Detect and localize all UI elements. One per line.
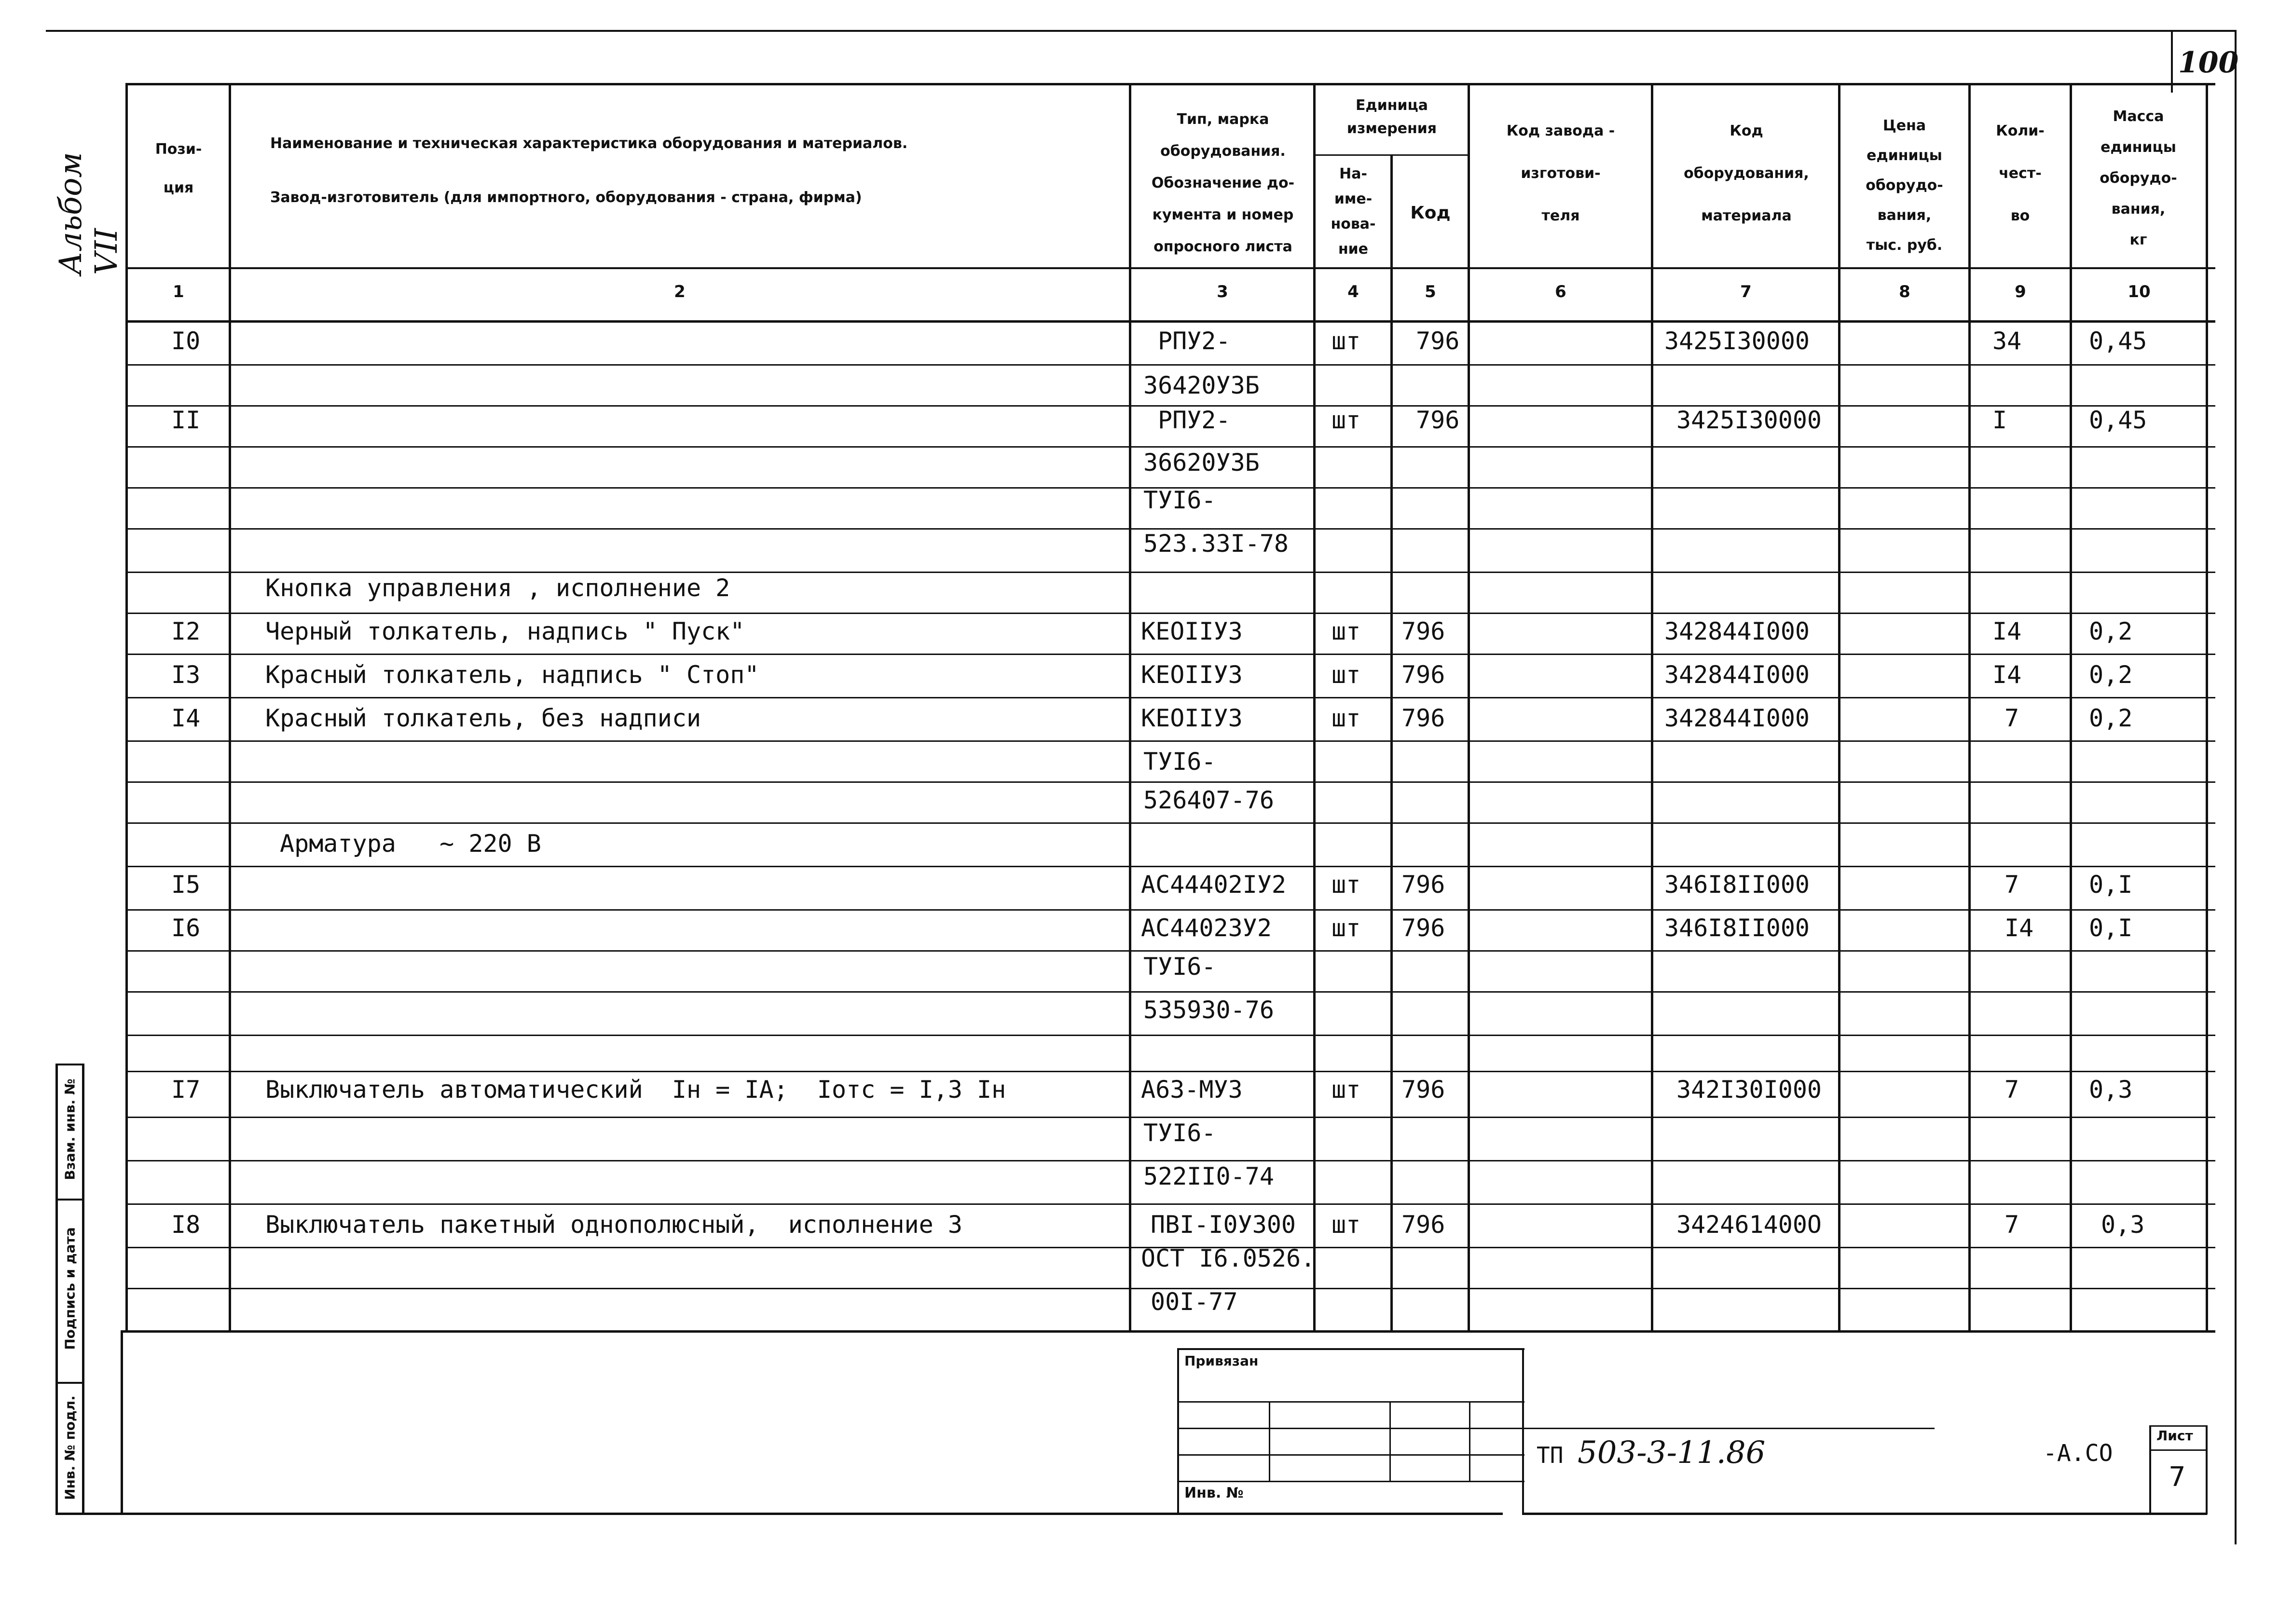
col-number-2: 2: [674, 282, 686, 301]
header-type: Тип, марка оборудования. Обозначение до- кумента и номер опросного листа: [1151, 111, 1295, 255]
cell-mass: 0,I: [2089, 871, 2133, 899]
cell-name: Арматура ~ 220 В: [280, 830, 541, 858]
cell-equip: 342844I000: [1664, 661, 1810, 689]
cell-name: Черный толкатель, надпись " Пуск": [265, 617, 745, 645]
col-number-5: 5: [1425, 282, 1436, 301]
cell-pos: I5: [171, 871, 201, 899]
cell-code: 796: [1401, 914, 1445, 942]
cell-type: ТУI6-: [1143, 486, 1216, 514]
cell-pos: I4: [171, 704, 201, 732]
cell-pos: I6: [171, 914, 201, 942]
cell-equip: 342844I000: [1664, 704, 1810, 732]
cell-unit: шт: [1332, 1211, 1361, 1239]
cell-qty: 7: [2004, 871, 2019, 899]
cell-unit: шт: [1332, 406, 1361, 434]
cell-unit: шт: [1332, 871, 1361, 899]
stamp-vzam: Взам. инв. №: [62, 1078, 78, 1180]
cell-mass: 0,2: [2089, 704, 2133, 732]
doc-prefix: ТП: [1537, 1442, 1564, 1468]
cell-qty: I4: [1992, 617, 2022, 645]
stamp-podpis: Подпись и дата: [62, 1227, 78, 1350]
cell-code: 796: [1401, 704, 1445, 732]
stamp-inv-podl: Инв. № подл.: [62, 1395, 78, 1500]
header-equip-code: Код оборудования, материала: [1684, 123, 1809, 224]
header-unit: Единица измерения: [1346, 97, 1437, 137]
cell-unit: шт: [1332, 327, 1361, 355]
cell-mass: 0,2: [2089, 661, 2133, 689]
header-name: Наименование и техническая характеристика оборудования и материалов. Завод-изготовитель (для импортного, оборудования - страна, фирма): [270, 135, 908, 206]
cell-type: 526407-76: [1143, 786, 1274, 814]
cell-unit: шт: [1332, 704, 1361, 732]
cell-qty: I4: [1992, 661, 2022, 689]
cell-type: А63-МУ3: [1141, 1076, 1243, 1104]
cell-unit: шт: [1332, 914, 1361, 942]
cell-pos: I2: [171, 617, 201, 645]
cell-mass: 0,45: [2089, 327, 2147, 355]
album-label: Альбом VII: [53, 152, 124, 275]
cell-name: Кнопка управления , исполнение 2: [265, 574, 730, 602]
cell-name: Красный толкатель, без надписи: [265, 704, 701, 732]
cell-qty: 34: [1992, 327, 2022, 355]
cell-type: 36620У3Б: [1143, 449, 1260, 477]
cell-type: КЕОIIУ3: [1141, 661, 1243, 689]
list-number: 7: [2169, 1461, 2186, 1493]
cell-type: 00I-77: [1151, 1288, 1238, 1316]
cell-code: 796: [1401, 661, 1445, 689]
cell-pos: I8: [171, 1211, 201, 1239]
cell-qty: 7: [2004, 1211, 2019, 1239]
cell-equip: 346I8II000: [1664, 914, 1810, 942]
cell-type: 522II0-74: [1143, 1162, 1274, 1190]
cell-qty: I: [1992, 406, 2007, 434]
cell-mass: 0,I: [2089, 914, 2133, 942]
cell-code: 796: [1401, 871, 1445, 899]
header-unit-code: Код: [1410, 203, 1451, 223]
cell-type: ТУI6-: [1143, 953, 1216, 981]
privyazan-label: Привязан: [1184, 1353, 1259, 1369]
cell-mass: 0,45: [2089, 406, 2147, 434]
cell-type: РПУ2-: [1158, 406, 1231, 434]
cell-unit: шт: [1332, 661, 1361, 689]
cell-code: 796: [1401, 617, 1445, 645]
cell-pos: II: [171, 406, 201, 434]
col-number-3: 3: [1217, 282, 1228, 301]
col-number-7: 7: [1740, 282, 1752, 301]
cell-type: 36420У3Б: [1143, 371, 1260, 399]
cell-code: 796: [1401, 1211, 1445, 1239]
header-unit-name: На- име- нова- ние: [1331, 165, 1376, 258]
doc-code: 503-3-11.86: [1578, 1435, 1766, 1471]
col-number-4: 4: [1347, 282, 1359, 301]
cell-type: ОСТ I6.0526.: [1141, 1244, 1316, 1272]
header-qty: Коли- чест- во: [1996, 123, 2045, 224]
cell-type: ТУI6-: [1143, 1119, 1216, 1147]
col-number-1: 1: [173, 282, 184, 301]
cell-name: Выключатель пакетный однополюсный, исполнение 3: [265, 1211, 962, 1239]
doc-suffix: -А.СО: [2043, 1440, 2113, 1467]
cell-type: КЕОIIУ3: [1141, 617, 1243, 645]
cell-pos: I0: [171, 327, 201, 355]
cell-unit: шт: [1332, 617, 1361, 645]
cell-code: 796: [1416, 406, 1460, 434]
cell-code: 796: [1401, 1076, 1445, 1104]
cell-equip: 346I8II000: [1664, 871, 1810, 899]
cell-pos: I7: [171, 1076, 201, 1104]
cell-mass: 0,3: [2101, 1211, 2145, 1239]
col-number-9: 9: [2015, 282, 2026, 301]
inv-no-label: Инв. №: [1184, 1485, 1244, 1501]
cell-name: Красный толкатель, надпись " Стоп": [265, 661, 759, 689]
cell-mass: 0,2: [2089, 617, 2133, 645]
col-number-6: 6: [1555, 282, 1566, 301]
cell-equip: 3425I30000: [1664, 327, 1810, 355]
list-label: Лист: [2156, 1428, 2193, 1444]
sheet-corner-number: 100: [2178, 46, 2239, 80]
cell-code: 796: [1416, 327, 1460, 355]
cell-qty: I4: [2004, 914, 2034, 942]
cell-type: АС44023У2: [1141, 914, 1272, 942]
top-rule: [46, 30, 2236, 32]
header-plant-code: Код завода - изготови- теля: [1506, 123, 1615, 224]
header-mass: Масса единицы оборудо- вания, кг: [2100, 108, 2177, 248]
cell-name: Выключатель автоматический Iн = IА; Iотс = I,3 Iн: [265, 1076, 1006, 1104]
cell-type: ПВI-I0У300: [1151, 1211, 1296, 1239]
col-number-10: 10: [2128, 282, 2151, 301]
col-number-8: 8: [1899, 282, 1910, 301]
cell-type: РПУ2-: [1158, 327, 1231, 355]
cell-type: АС44402IУ2: [1141, 871, 1287, 899]
cell-equip: 342I30I000: [1676, 1076, 1822, 1104]
cell-equip: 3425I30000: [1676, 406, 1822, 434]
header-price: Цена единицы оборудо- вания, тыс. руб.: [1866, 117, 1943, 254]
cell-type: 535930-76: [1143, 996, 1274, 1024]
cell-pos: I3: [171, 661, 201, 689]
cell-type: КЕОIIУ3: [1141, 704, 1243, 732]
cell-equip: 342844I000: [1664, 617, 1810, 645]
frame-right-line: [2235, 30, 2237, 1544]
cell-mass: 0,3: [2089, 1076, 2133, 1104]
cell-unit: шт: [1332, 1076, 1361, 1104]
cell-equip: 342461400О: [1676, 1211, 1822, 1239]
cell-qty: 7: [2004, 1076, 2019, 1104]
cell-type: 523.33I-78: [1143, 530, 1289, 558]
cell-qty: 7: [2004, 704, 2019, 732]
cell-type: ТУI6-: [1143, 748, 1216, 776]
header-position: Пози- ция: [155, 141, 202, 196]
